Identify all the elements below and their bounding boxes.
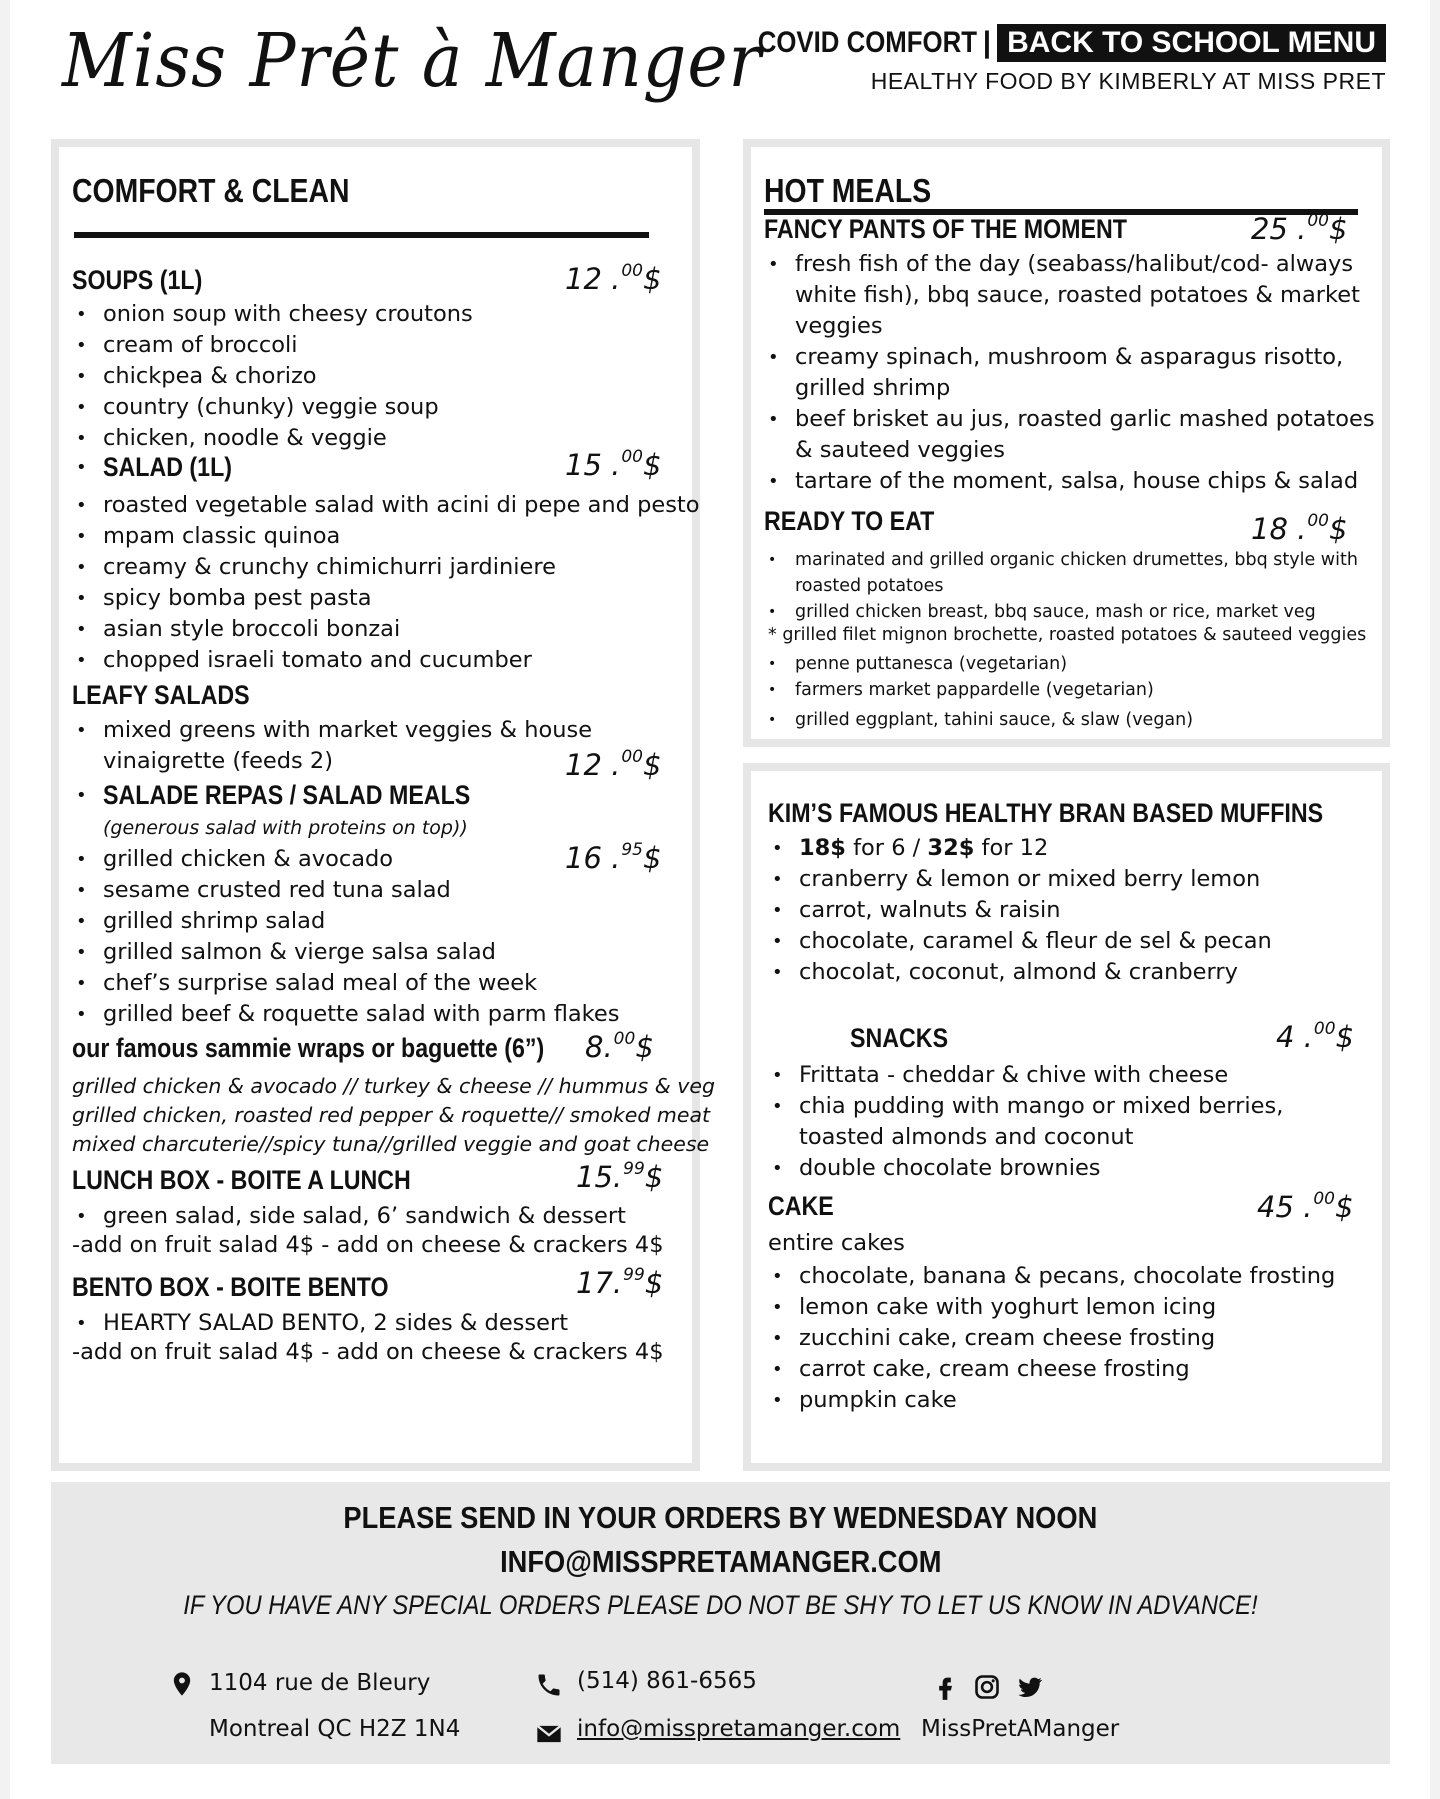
phone-number[interactable]: (514) 861-6565: [577, 1668, 757, 1694]
list-item: • chia pudding with mango or mixed berries,: [772, 1093, 1284, 1119]
bento-box-list: [72, 1308, 568, 1339]
list-item: • grilled shrimp salad: [76, 908, 326, 934]
list-item: • lemon cake with yoghurt lemon icing: [772, 1294, 1217, 1320]
order-email-link[interactable]: INFO@MISSPRETAMANGER.COM: [499, 1544, 942, 1579]
list-item: roasted potatoes: [795, 576, 944, 596]
salad-meals-price: 16 .$^{95}$\$: [565, 840, 662, 875]
snacks-heading: SNACKS: [850, 1023, 949, 1053]
brand-logo: Miss Prêt à Manger: [62, 18, 762, 104]
salad-meals-heading: SALADE REPAS / SALAD MEALS: [103, 780, 471, 810]
list-item: • onion soup with cheesy croutons: [76, 301, 473, 327]
muffins-snacks-cake-section: [743, 763, 1390, 1471]
comfort-clean-section: COMFORT & CLEAN SOUPS (1L) 12 .$^{00}$\$ • onion soup with cheesy croutons • cream of broccoli • chickpea & chorizo • country (chunky) veggie soup • chicken, noodle & veggie • SALAD (1L) 15 .$^{00}$\$ • roasted vegetable salad with acini di pepe and pesto • mpam classic quinoa • creamy & crunchy chimichurri jardiniere • spicy bomba pest pasta • asian style broccoli bonzai • chopped israeli tomato and cucumber LEAFY SALADS • mixed greens with market veggies & house vinaigrette (feeds 2) 12 .$^{00}$\$ • SALADE REPAS / SALAD MEALS (generous salad with proteins on top)) 16 .$^{95}$\$ • grilled chicken & avocado • sesame crusted red tuna salad • grilled shrimp salad • grilled salmon & vierge salsa salad • chef’s surprise salad meal of the week • grilled beef & roquette salad with parm flakes our famous sammie wraps or baguette (6”) 8.00$ grilled chicken & avocado // turkey & cheese // hummus & veg grilled chicken, roasted red pepper & roquette// smoked meat mixed charcuterie//spicy tuna//grilled veggie and goat cheese LUNCH BOX - BOITE A LUNCH 15.99$ • green salad, side salad, 6’ sandwich & dessert -add on fruit salad 4$ - add on cheese & crackers 4$ BENTO BOX - BOITE BENTO 17.99$ • HEARTY SALAD BENTO, 2 sides & dessert -add on fruit salad 4$ - add on cheese & crackers 4$: [51, 139, 700, 1471]
cake-list: [768, 1261, 1335, 1416]
salad-price: 15 .$^{00}$\$: [565, 447, 662, 482]
comfort-clean-title: COMFORT & CLEAN: [72, 172, 350, 209]
cake-subtitle: entire cakes: [768, 1230, 905, 1256]
list-item: • chocolate, banana & pecans, chocolate frosting: [772, 1263, 1336, 1289]
location-pin-icon: [168, 1670, 196, 1698]
list-item: • double chocolate brownies: [772, 1155, 1101, 1181]
soups-price: 12 .$^{00}$\$: [565, 261, 662, 296]
salad-heading: SALAD (1L): [103, 452, 232, 482]
bento-box-addon: -add on fruit salad 4$ - add on cheese & crackers 4$: [72, 1339, 664, 1365]
cake-price: 45 .$^{00}$\$: [1257, 1189, 1354, 1224]
salad-meals-list: [72, 844, 619, 1030]
special-orders-note: IF YOU HAVE ANY SPECIAL ORDERS PLEASE DO NOT BE SHY TO LET US KNOW IN ADVANCE!: [183, 1590, 1258, 1620]
wraps-line-3: mixed charcuterie//spicy tuna//grilled veggie and goat cheese: [72, 1132, 710, 1156]
fancy-pants-list: [764, 249, 1375, 497]
list-item: • chopped israeli tomato and cucumber: [76, 647, 532, 673]
list-item: • grilled eggplant, tahini sauce, & slaw (vegan): [768, 710, 1194, 730]
email-icon: [535, 1720, 563, 1748]
lunch-box-heading: LUNCH BOX - BOITE A LUNCH: [72, 1165, 411, 1195]
list-item: vinaigrette (feeds 2): [103, 748, 334, 774]
list-item: toasted almonds and coconut: [799, 1124, 1134, 1150]
address-line-1: 1104 rue de Bleury: [209, 1670, 431, 1696]
phone-icon: [535, 1671, 563, 1699]
hot-meals-title: HOT MEALS: [764, 172, 932, 209]
facebook-icon[interactable]: [931, 1673, 959, 1701]
soups-list: [72, 299, 473, 454]
ready-to-eat-heading: READY TO EAT: [764, 506, 935, 536]
social-handle[interactable]: MissPretAManger: [921, 1716, 1120, 1742]
bento-box-heading: BENTO BOX - BOITE BENTO: [72, 1272, 389, 1302]
list-item: • creamy & crunchy chimichurri jardiniere: [76, 554, 556, 580]
fancy-pants-heading: FANCY PANTS OF THE MOMENT: [764, 214, 1127, 244]
leafy-price: 12 .$^{00}$\$: [565, 747, 662, 782]
list-item: • sesame crusted red tuna salad: [76, 877, 451, 903]
ready-to-eat-star-item: * grilled filet mignon brochette, roasted potatoes & sauteed veggies: [768, 625, 1367, 645]
order-deadline: PLEASE SEND IN YOUR ORDERS BY WEDNESDAY NOON: [343, 1500, 1098, 1535]
ready-to-eat-list: [764, 547, 1358, 625]
header-titles: [722, 24, 1386, 95]
ready-to-eat-list-2: [764, 651, 1193, 733]
salad-list: [72, 490, 700, 676]
address-line-2: Montreal QC H2Z 1N4: [209, 1716, 461, 1742]
list-item: • chicken, noodle & veggie: [76, 425, 387, 451]
list-item: • mpam classic quinoa: [76, 523, 341, 549]
leafy-list: [72, 715, 592, 777]
muffins-price-line: • 18$ for 6 / 32$ for 12: [772, 835, 1049, 861]
ready-to-eat-price: 18 .$^{00}$\$: [1251, 511, 1348, 546]
list-item: • asian style broccoli bonzai: [76, 616, 401, 642]
list-item: • carrot, walnuts & raisin: [772, 897, 1061, 923]
wraps-line-1: grilled chicken & avocado // turkey & cheese // hummus & veg: [72, 1074, 715, 1098]
snacks-list: [768, 1060, 1283, 1184]
bento-box-price: 17.99$: [576, 1265, 664, 1300]
email-link[interactable]: info@misspretamanger.com: [577, 1716, 901, 1742]
muffins-heading: KIM’S FAMOUS HEALTHY BRAN BASED MUFFINS: [768, 798, 1324, 828]
list-item: • spicy bomba pest pasta: [76, 585, 372, 611]
title-separator: |: [982, 26, 992, 59]
list-item: • zucchini cake, cream cheese frosting: [772, 1325, 1216, 1351]
soups-heading: SOUPS (1L): [72, 265, 203, 295]
list-item: • cream of broccoli: [76, 332, 298, 358]
list-item: • penne puttanesca (vegetarian): [768, 654, 1068, 674]
list-item: • green salad, side salad, 6’ sandwich & dessert: [76, 1203, 626, 1229]
section-rule: [74, 232, 649, 238]
wraps-price: 8.00$: [585, 1029, 654, 1064]
title-covid-comfort: COVID COMFORT: [757, 26, 977, 59]
list-item: • chef’s surprise salad meal of the week: [76, 970, 538, 996]
list-item: • chocolat, coconut, almond & cranberry: [772, 959, 1238, 985]
list-item: • grilled chicken & avocado: [76, 846, 394, 872]
list-item: • Frittata - cheddar & chive with cheese: [772, 1062, 1229, 1088]
list-item: & sauteed veggies: [795, 437, 1005, 463]
title-back-to-school: BACK TO SCHOOL MENU: [997, 24, 1386, 62]
salad-meals-note: (generous salad with proteins on top)): [103, 817, 468, 839]
cake-heading: CAKE: [768, 1191, 834, 1221]
list-item: • carrot cake, cream cheese frosting: [772, 1356, 1190, 1382]
list-item: • grilled beef & roquette salad with parm flakes: [76, 1001, 620, 1027]
list-item: • mixed greens with market veggies & house: [76, 717, 593, 743]
muffins-list: [768, 833, 1272, 988]
list-item: • country (chunky) veggie soup: [76, 394, 439, 420]
list-item: white fish), bbq sauce, roasted potatoes & market: [795, 282, 1360, 308]
list-item: • grilled salmon & vierge salsa salad: [76, 939, 496, 965]
list-item: • fresh fish of the day (seabass/halibut/cod- always: [768, 251, 1354, 277]
snacks-price: 4 .$^{00}$\$: [1276, 1019, 1354, 1054]
list-item: • tartare of the moment, salsa, house chips & salad: [768, 468, 1359, 494]
hot-meals-section: [743, 139, 1390, 747]
list-item: • farmers market pappardelle (vegetarian): [768, 680, 1154, 700]
leafy-salads-heading: LEAFY SALADS: [72, 680, 250, 710]
contact-footer: [51, 1482, 1390, 1764]
lunch-box-addon: -add on fruit salad 4$ - add on cheese & crackers 4$: [72, 1232, 664, 1258]
menu-page: [10, 0, 1430, 1799]
list-item: • chickpea & chorizo: [76, 363, 317, 389]
list-item: • beef brisket au jus, roasted garlic mashed potatoes: [768, 406, 1375, 432]
lunch-box-list: [72, 1201, 626, 1232]
header-subtitle: HEALTHY FOOD BY KIMBERLY AT MISS PRET: [870, 68, 1386, 94]
instagram-icon[interactable]: [973, 1673, 1001, 1701]
list-item: veggies: [795, 313, 883, 339]
list-item: • marinated and grilled organic chicken drumettes, bbq style with: [768, 550, 1358, 570]
fancy-pants-price: 25 .$^{00}$\$: [1251, 211, 1348, 246]
list-item: • pumpkin cake: [772, 1387, 957, 1413]
wraps-heading: our famous sammie wraps or baguette (6”): [72, 1033, 545, 1063]
lunch-box-price: 15.99$: [576, 1159, 664, 1194]
list-item: • grilled chicken breast, bbq sauce, mash or rice, market veg: [768, 602, 1316, 622]
twitter-icon[interactable]: [1016, 1673, 1044, 1701]
list-item: • chocolate, caramel & fleur de sel & pecan: [772, 928, 1272, 954]
list-item: grilled shrimp: [795, 375, 951, 401]
list-item: • creamy spinach, mushroom & asparagus risotto,: [768, 344, 1344, 370]
list-item: • HEARTY SALAD BENTO, 2 sides & dessert: [76, 1310, 569, 1336]
list-item: • roasted vegetable salad with acini di pepe and pesto: [76, 492, 700, 518]
list-item: • cranberry & lemon or mixed berry lemon: [772, 866, 1261, 892]
wraps-line-2: grilled chicken, roasted red pepper & roquette// smoked meat: [72, 1103, 711, 1127]
